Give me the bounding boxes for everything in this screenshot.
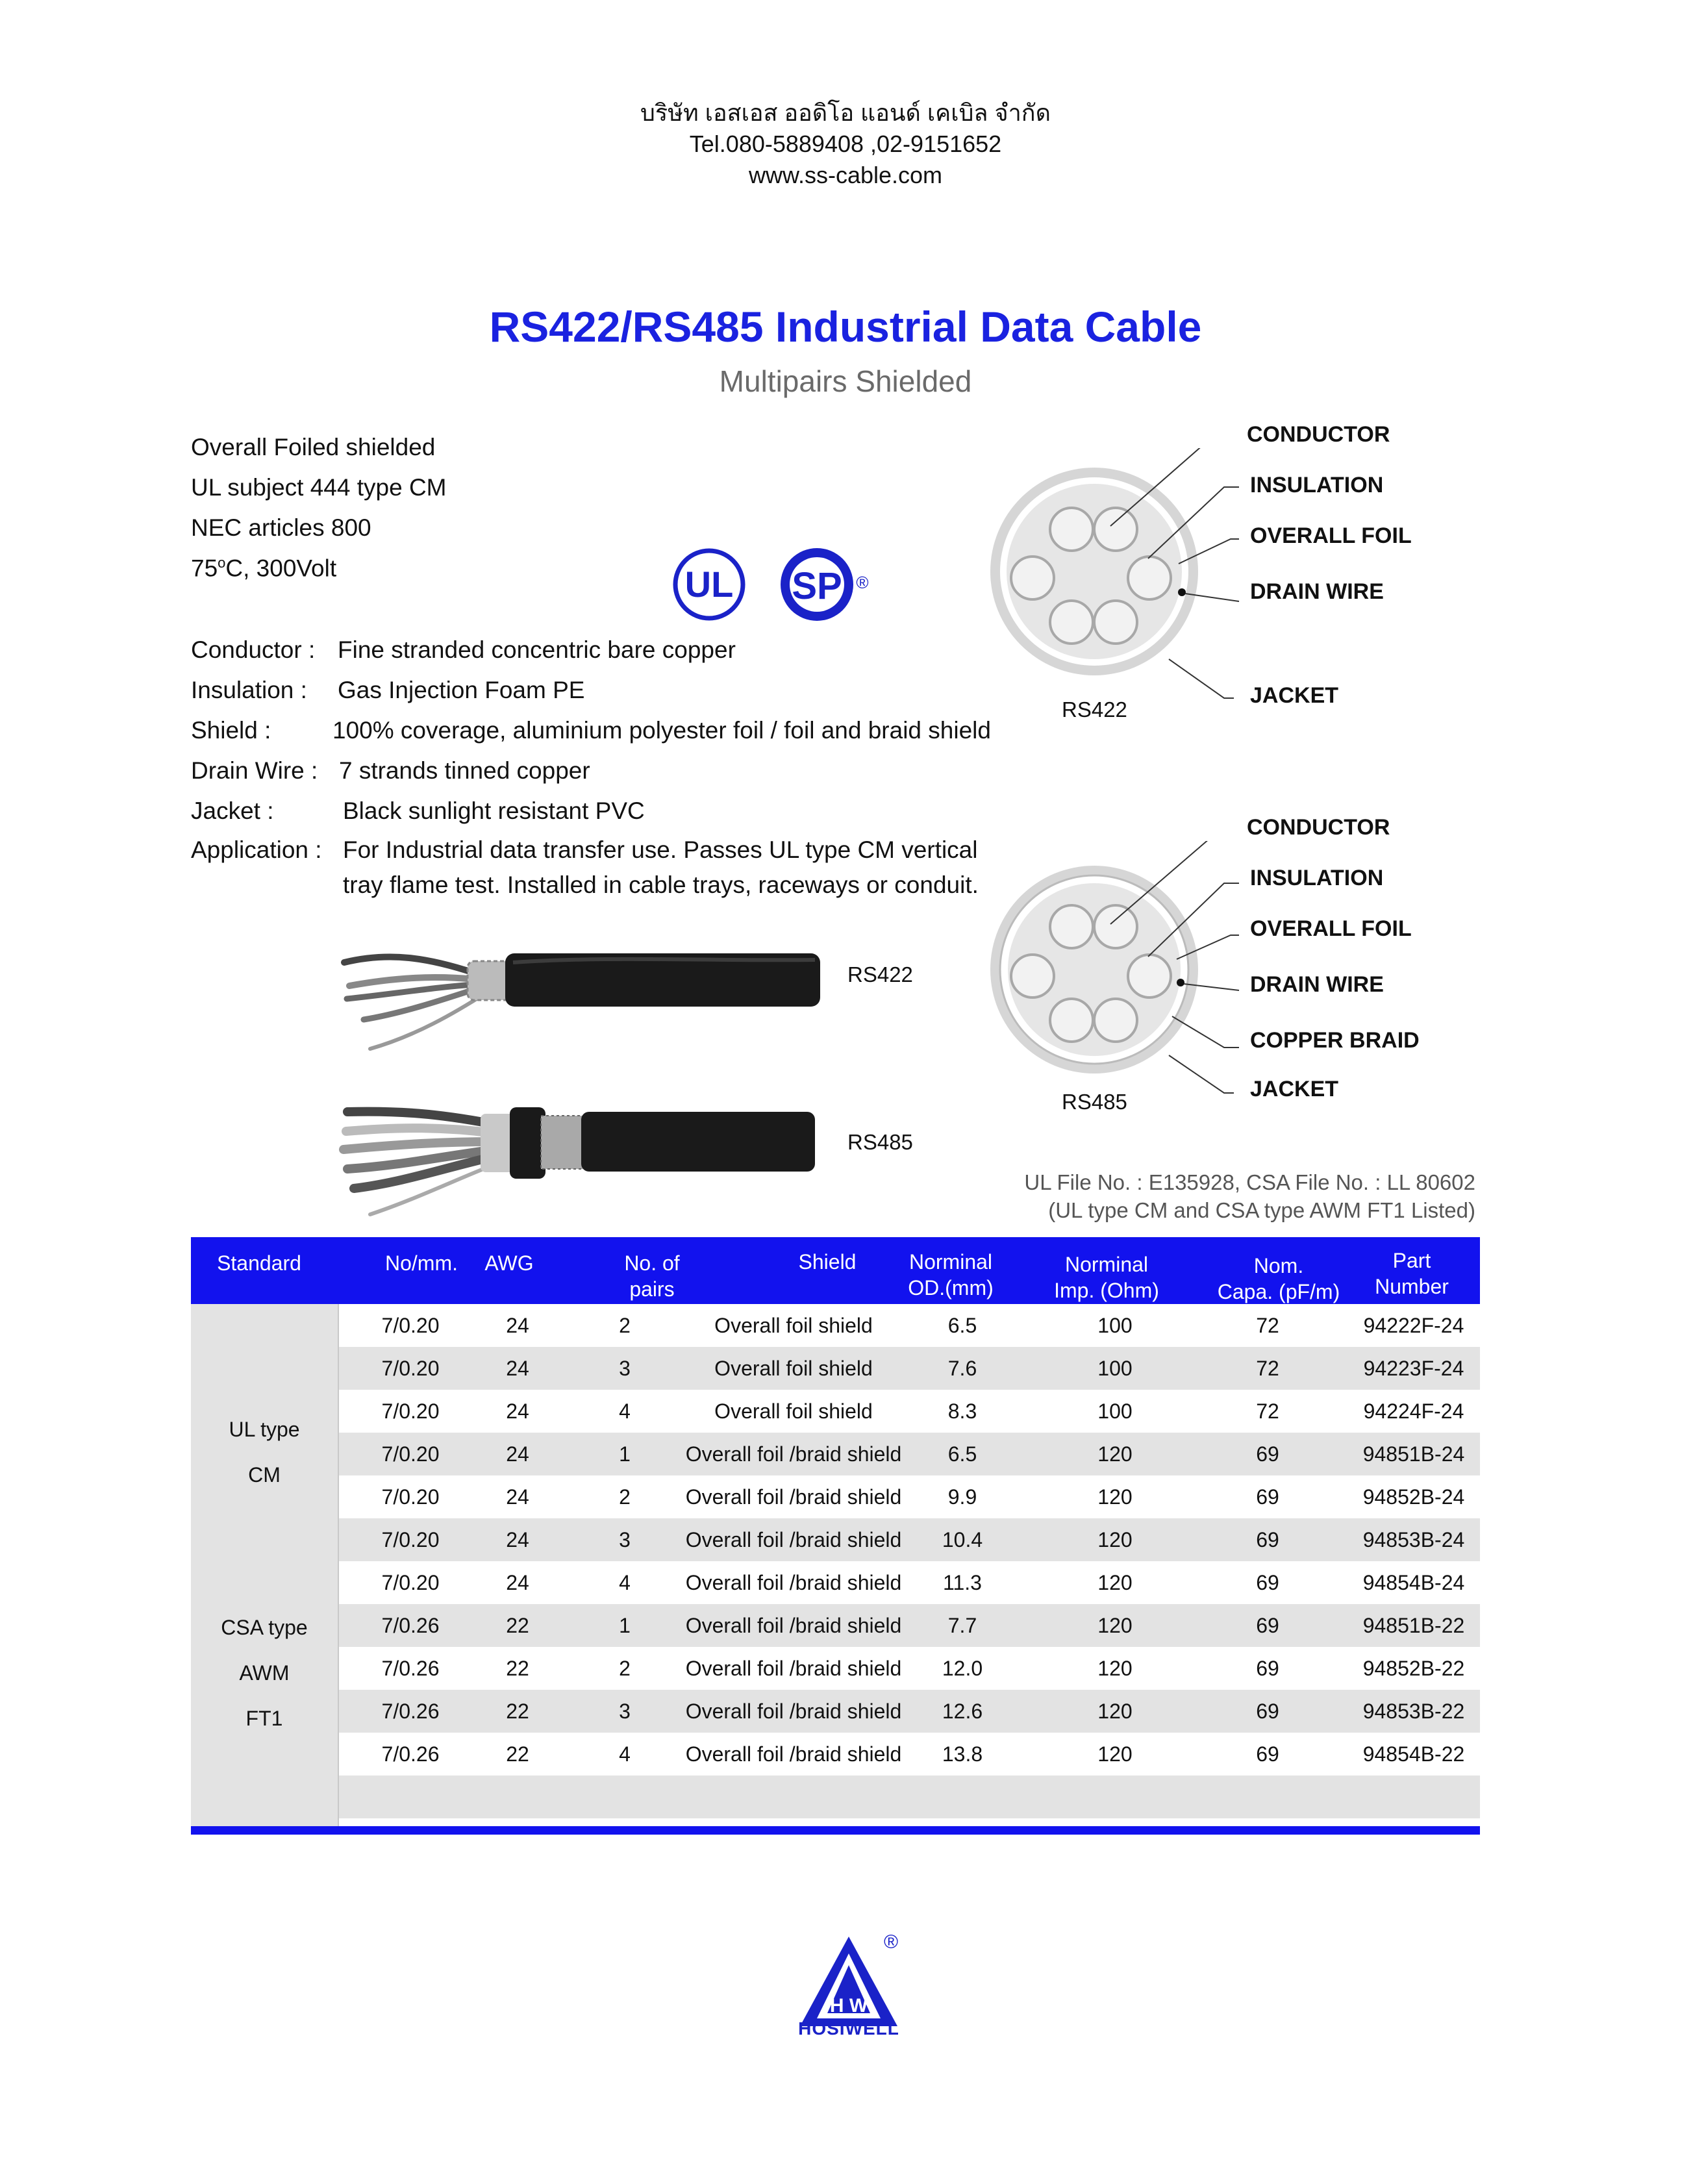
cell-imp: 120 <box>1097 1742 1133 1766</box>
cell-od: 7.7 <box>947 1614 977 1637</box>
spec-conductor: Conductor : Fine stranded concentric bare copper <box>191 636 736 663</box>
cell-od: 7.6 <box>947 1357 977 1380</box>
cell-capa: 69 <box>1256 1528 1279 1551</box>
cell-pairs: 2 <box>619 1657 631 1680</box>
table-row <box>339 1647 1480 1690</box>
company-tel: Tel.080-5889408 ,02-9151652 <box>689 131 1002 157</box>
ul-logo <box>672 547 747 622</box>
company-website[interactable]: www.ss-cable.com <box>748 162 943 188</box>
cell-pairs: 3 <box>619 1700 631 1723</box>
cell-part: 94851B-24 <box>1362 1442 1465 1466</box>
rs485-label-insulation: INSULATION <box>1250 866 1384 890</box>
cell-od: 9.9 <box>947 1485 977 1509</box>
standard-csa-line-2: AWM <box>239 1661 290 1685</box>
cell-od: 12.0 <box>942 1657 983 1680</box>
table-row <box>339 1561 1480 1604</box>
table-row <box>339 1475 1480 1518</box>
cell-imp: 100 <box>1097 1400 1133 1423</box>
cell-nomm: 7/0.26 <box>381 1657 440 1680</box>
th-shield: Shield <box>798 1250 857 1274</box>
th-part: Part Number <box>1375 1249 1449 1298</box>
cell-awg: 24 <box>506 1400 529 1423</box>
file-numbers-line-1: UL File No. : E135928, CSA File No. : LL 80602 <box>1024 1170 1475 1194</box>
cell-awg: 22 <box>506 1742 529 1766</box>
table-row <box>339 1518 1480 1561</box>
rs485-label-overall-foil: OVERALL FOIL <box>1250 916 1412 941</box>
cell-shield: Overall foil shield <box>714 1357 873 1380</box>
cell-imp: 120 <box>1097 1657 1133 1680</box>
cell-shield: Overall foil /braid shield <box>685 1528 902 1551</box>
cell-awg <box>482 1776 553 1818</box>
th-pairs: No. of pairs <box>624 1251 680 1301</box>
cell-shield: Overall foil /braid shield <box>685 1657 902 1680</box>
cell-part: 94852B-24 <box>1362 1485 1465 1509</box>
csa-logo-text: SP <box>792 565 842 607</box>
cell-capa <box>1203 1776 1333 1818</box>
cell-od: 6.5 <box>947 1314 977 1337</box>
cell-awg: 24 <box>506 1485 529 1509</box>
cell-imp: 120 <box>1097 1485 1133 1509</box>
cell-awg: 24 <box>506 1357 529 1380</box>
cell-awg: 24 <box>506 1442 529 1466</box>
cell-part: 94224F-24 <box>1363 1400 1464 1423</box>
cell-nomm: 7/0.20 <box>381 1400 440 1423</box>
cell-shield: Overall foil /braid shield <box>685 1571 902 1594</box>
cell-awg: 22 <box>506 1614 529 1637</box>
standard-column <box>191 1304 339 1826</box>
intro-line-1: Overall Foiled shielded <box>191 434 436 460</box>
cell-part: 94852B-22 <box>1362 1657 1465 1680</box>
rs485-diagram-name: RS485 <box>1062 1090 1127 1114</box>
cell-awg: 22 <box>506 1700 529 1723</box>
intro-line-2: UL subject 444 type CM <box>191 474 447 501</box>
table-row <box>339 1776 1480 1818</box>
table-row <box>339 1390 1480 1433</box>
spec-insulation: Insulation : Gas Injection Foam PE <box>191 677 585 703</box>
intro-temp: 75 <box>191 555 218 582</box>
cell-part <box>1349 1776 1479 1818</box>
rs422-cable-photo <box>338 916 831 1062</box>
csa-registered: ® <box>856 573 869 592</box>
intro-unit: C, 300Volt <box>225 555 337 582</box>
table-row <box>339 1433 1480 1475</box>
csa-logo <box>779 544 870 625</box>
th-nomm: No/mm. <box>385 1251 458 1275</box>
cell-pairs: 4 <box>619 1742 631 1766</box>
cell-imp: 120 <box>1097 1528 1133 1551</box>
cell-capa: 72 <box>1256 1400 1279 1423</box>
cell-nomm: 7/0.26 <box>381 1700 440 1723</box>
spec-drain-wire: Drain Wire : 7 strands tinned copper <box>191 757 590 784</box>
th-od: Norminal OD.(mm) <box>908 1250 994 1299</box>
table-row <box>339 1347 1480 1390</box>
cell-shield <box>664 1776 923 1818</box>
cell-imp <box>1047 1776 1183 1818</box>
cell-od: 11.3 <box>943 1571 982 1594</box>
cell-pairs <box>589 1776 660 1818</box>
cell-od: 6.5 <box>947 1442 977 1466</box>
table-header <box>191 1237 1480 1304</box>
rs422-label-jacket: JACKET <box>1250 683 1339 708</box>
cell-nomm <box>339 1776 482 1818</box>
table-row <box>339 1733 1480 1776</box>
standard-csa-line-1: CSA type <box>221 1616 308 1639</box>
cell-nomm: 7/0.20 <box>381 1485 440 1509</box>
cell-od: 10.4 <box>942 1528 983 1551</box>
table-row <box>339 1304 1480 1347</box>
cell-capa: 72 <box>1256 1314 1279 1337</box>
cell-capa: 69 <box>1256 1657 1279 1680</box>
table-row <box>339 1690 1480 1733</box>
cell-capa: 69 <box>1256 1614 1279 1637</box>
page-title: RS422/RS485 Industrial Data Cable <box>489 303 1202 351</box>
cell-pairs: 2 <box>619 1314 631 1337</box>
cell-awg: 24 <box>506 1314 529 1337</box>
cell-shield: Overall foil /braid shield <box>685 1700 902 1723</box>
cell-awg: 24 <box>506 1528 529 1551</box>
cell-shield: Overall foil shield <box>714 1314 873 1337</box>
cell-pairs: 4 <box>619 1571 631 1594</box>
cell-shield: Overall foil /braid shield <box>685 1614 902 1637</box>
company-name: บริษัท เอสเอส ออดิโอ แอนด์ เคเบิล จำกัด <box>640 99 1051 126</box>
cell-imp: 100 <box>1097 1314 1133 1337</box>
standard-ul-line-1: UL type <box>229 1418 300 1441</box>
cell-nomm: 7/0.20 <box>381 1314 440 1337</box>
intro-line-3: NEC articles 800 <box>191 514 371 541</box>
cell-part: 94223F-24 <box>1363 1357 1464 1380</box>
cell-part: 94853B-24 <box>1362 1528 1465 1551</box>
cell-capa: 69 <box>1256 1742 1279 1766</box>
cell-awg: 22 <box>506 1657 529 1680</box>
cell-pairs: 1 <box>619 1442 631 1466</box>
cell-awg: 24 <box>506 1571 529 1594</box>
cell-nomm: 7/0.20 <box>381 1528 440 1551</box>
cell-pairs: 1 <box>619 1614 631 1637</box>
cell-shield: Overall foil /braid shield <box>685 1742 902 1766</box>
cell-pairs: 3 <box>619 1528 631 1551</box>
rs422-photo-label: RS422 <box>847 962 913 986</box>
cell-part: 94854B-24 <box>1362 1571 1465 1594</box>
cell-imp: 100 <box>1097 1357 1133 1380</box>
rs485-cable-photo <box>334 1085 828 1231</box>
cell-capa: 69 <box>1256 1442 1279 1466</box>
cell-nomm: 7/0.20 <box>381 1357 440 1380</box>
cell-capa: 69 <box>1256 1700 1279 1723</box>
cell-pairs: 4 <box>619 1400 631 1423</box>
spec-application-line2: tray flame test. Installed in cable trays, raceways or conduit. <box>343 872 979 898</box>
cell-shield: Overall foil /braid shield <box>685 1485 902 1509</box>
cell-od <box>904 1776 1021 1818</box>
cell-part: 94222F-24 <box>1363 1314 1464 1337</box>
th-awg: AWG <box>484 1251 534 1275</box>
cell-part: 94853B-22 <box>1362 1700 1465 1723</box>
spec-jacket: Jacket : Black sunlight resistant PVC <box>191 797 645 824</box>
cell-capa: 69 <box>1256 1571 1279 1594</box>
logo-letters: H W <box>829 1995 868 2016</box>
cell-part: 94851B-22 <box>1362 1614 1465 1637</box>
table-row <box>339 1604 1480 1647</box>
th-imp: Norminal Imp. (Ohm) <box>1054 1253 1159 1302</box>
cell-capa: 72 <box>1256 1357 1279 1380</box>
cell-od: 12.6 <box>942 1700 983 1723</box>
cell-capa: 69 <box>1256 1485 1279 1509</box>
logo-brand-text: HOSIWELL <box>798 2018 899 2039</box>
cell-nomm: 7/0.26 <box>381 1742 440 1766</box>
page-subtitle: Multipairs Shielded <box>719 364 972 398</box>
cell-nomm: 7/0.20 <box>381 1442 440 1466</box>
standard-ul-line-2: CM <box>248 1463 281 1487</box>
rs422-label-overall-foil: OVERALL FOIL <box>1250 523 1412 548</box>
cell-od: 8.3 <box>947 1400 977 1423</box>
rs485-label-drain-wire: DRAIN WIRE <box>1250 972 1384 997</box>
rs422-label-drain-wire: DRAIN WIRE <box>1250 579 1384 604</box>
cell-shield: Overall foil shield <box>714 1400 873 1423</box>
cell-imp: 120 <box>1097 1614 1133 1637</box>
cell-pairs: 2 <box>619 1485 631 1509</box>
rs485-label-copper-braid: COPPER BRAID <box>1250 1028 1420 1053</box>
ul-logo-text: UL <box>684 564 734 605</box>
th-standard: Standard <box>217 1251 301 1275</box>
cell-od: 13.8 <box>942 1742 983 1766</box>
logo-registered: ® <box>883 1931 899 1953</box>
cell-imp: 120 <box>1097 1571 1133 1594</box>
spec-application: Application : For Industrial data transfer use. Passes UL type CM vertical <box>191 836 978 863</box>
cell-part: 94854B-22 <box>1362 1742 1465 1766</box>
rs422-label-insulation: INSULATION <box>1250 473 1384 497</box>
cell-shield: Overall foil /braid shield <box>685 1442 902 1466</box>
rs485-label-conductor: CONDUCTOR <box>1247 815 1390 840</box>
standard-csa-line-3: FT1 <box>245 1707 283 1730</box>
cell-nomm: 7/0.20 <box>381 1571 440 1594</box>
cell-nomm: 7/0.26 <box>381 1614 440 1637</box>
rs422-diagram-name: RS422 <box>1062 697 1127 722</box>
th-capa: Nom. Capa. (pF/m) <box>1217 1254 1340 1303</box>
spec-shield: Shield : 100% coverage, aluminium polyester foil / foil and braid shield <box>191 717 991 744</box>
rs485-photo-label: RS485 <box>847 1130 913 1154</box>
cell-pairs: 3 <box>619 1357 631 1380</box>
cell-imp: 120 <box>1097 1700 1133 1723</box>
rs485-label-jacket: JACKET <box>1250 1077 1339 1101</box>
intro-line-4: 75$^o$C, 300Volt <box>191 555 337 582</box>
company-header <box>0 97 1691 191</box>
spec-table <box>191 1237 1480 1835</box>
rs422-label-conductor: CONDUCTOR <box>1247 422 1390 447</box>
cell-imp: 120 <box>1097 1442 1133 1466</box>
file-numbers-line-2: (UL type CM and CSA type AWM FT1 Listed) <box>1048 1198 1475 1222</box>
table-bottom-bar <box>191 1826 1480 1835</box>
